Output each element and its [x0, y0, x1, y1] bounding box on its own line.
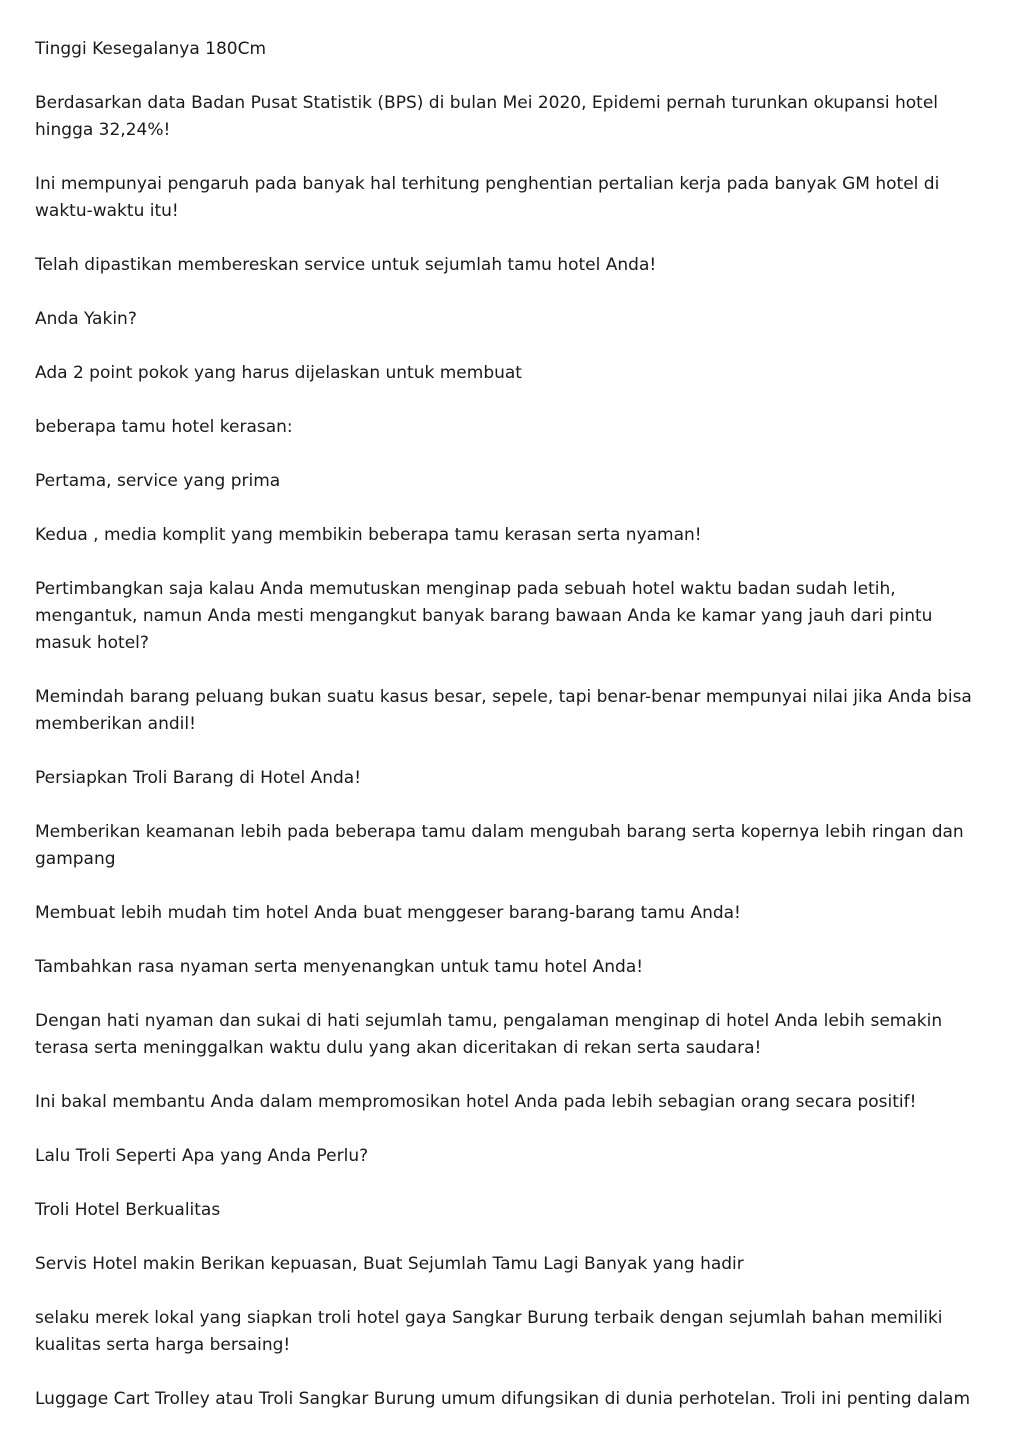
- paragraph-bps-data: Berdasarkan data Badan Pusat Statistik (BPS) di bulan Mei 2020, Epidemi pernah turunkan okupansi hotel hingga 32,24%!: [35, 93, 939, 140]
- paragraph-quality-trolley: Troli Hotel Berkualitas: [35, 1200, 221, 1220]
- paragraph-second-point: Kedua , media komplit yang membikin beberapa tamu kerasan serta nyaman!: [35, 525, 702, 545]
- paragraph-guest-experience: Dengan hati nyaman dan sukai di hati sejumlah tamu, pengalaman menginap di hotel Anda lebih semakin terasa serta meninggalkan waktu dulu yang akan diceritakan di rekan serta saudara!: [35, 1011, 943, 1058]
- paragraph-prepare-trolley: Persiapkan Troli Barang di Hotel Anda!: [35, 768, 362, 788]
- paragraph-moving-items: Memindah barang peluang bukan suatu kasus besar, sepele, tapi benar-benar mempunyai nilai jika Anda bisa memberikan andil!: [35, 687, 972, 734]
- paragraph-height-heading: Tinggi Kesegalanya 180Cm: [35, 39, 267, 59]
- paragraph-gm-impact: Ini mempunyai pengaruh pada banyak hal terhitung penghentian pertalian kerja pada banyak GM hotel di waktu-waktu itu!: [35, 174, 940, 221]
- paragraph-promotion: Ini bakal membantu Anda dalam mempromosikan hotel Anda pada lebih sebagian orang secara positif!: [35, 1092, 917, 1112]
- paragraph-comfort-benefit: Tambahkan rasa nyaman serta menyenangkan untuk tamu hotel Anda!: [35, 957, 644, 977]
- paragraph-consider-scenario: Pertimbangkan saja kalau Anda memutuskan menginap pada sebuah hotel waktu badan sudah letih, mengantuk, namun Anda mesti mengangkut banyak barang bawaan Anda ke kamar yang jauh dari pintu masuk hotel?: [35, 579, 933, 653]
- paragraph-service-assured: Telah dipastikan membereskan service untuk sejumlah tamu hotel Anda!: [35, 255, 657, 275]
- paragraph-safety-benefit: Memberikan keamanan lebih pada beberapa tamu dalam mengubah barang serta kopernya lebih ringan dan gampang: [35, 822, 964, 869]
- paragraph-which-trolley: Lalu Troli Seperti Apa yang Anda Perlu?: [35, 1146, 369, 1166]
- paragraph-two-points: Ada 2 point pokok yang harus dijelaskan untuk membuat: [35, 363, 522, 383]
- paragraph-hotel-service: Servis Hotel makin Berikan kepuasan, Buat Sejumlah Tamu Lagi Banyak yang hadir: [35, 1254, 744, 1274]
- paragraph-first-point: Pertama, service yang prima: [35, 471, 281, 491]
- paragraph-local-brand: selaku merek lokal yang siapkan troli hotel gaya Sangkar Burung terbaik dengan sejumlah bahan memiliki kualitas serta harga bersaing!: [35, 1308, 943, 1355]
- paragraph-are-you-sure: Anda Yakin?: [35, 309, 137, 329]
- paragraph-guests-comfortable: beberapa tamu hotel kerasan:: [35, 417, 293, 437]
- document-page: [35, 36, 990, 1440]
- paragraph-luggage-cart: Luggage Cart Trolley atau Troli Sangkar Burung umum difungsikan di dunia perhotelan. Troli ini penting dalam: [35, 1389, 971, 1409]
- paragraph-team-benefit: Membuat lebih mudah tim hotel Anda buat menggeser barang-barang tamu Anda!: [35, 903, 741, 923]
